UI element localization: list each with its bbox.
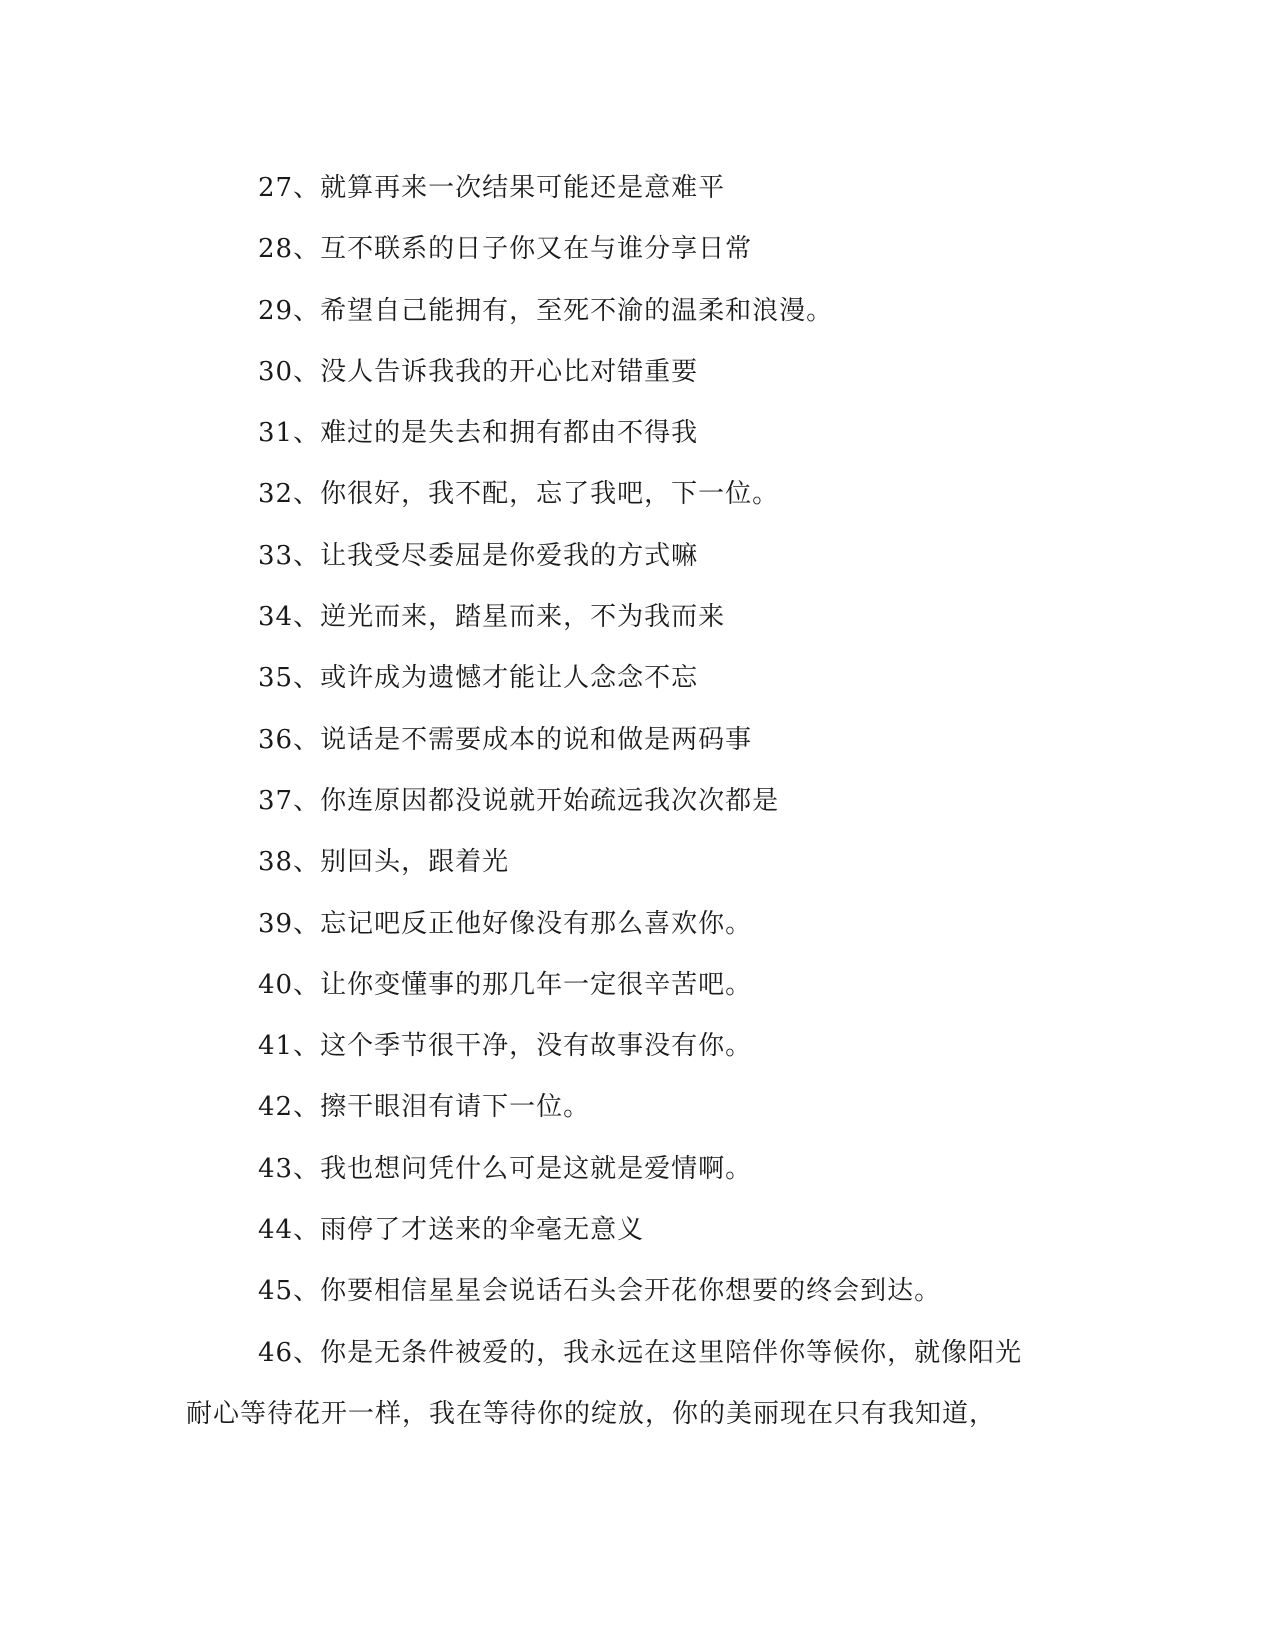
list-item: 44、雨停了才送来的伞毫无意义 <box>258 1215 645 1246</box>
list-item: 41、这个季节很干净，没有故事没有你。 <box>258 1031 753 1062</box>
list-item: 43、我也想问凭什么可是这就是爱情啊。 <box>258 1153 753 1184</box>
paragraph-continuation: 耐心等待花开一样，我在等待你的绽放，你的美丽现在只有我知道， <box>186 1398 997 1429</box>
list-item: 36、说话是不需要成本的说和做是两码事 <box>258 724 753 755</box>
list-item: 33、让我受尽委屈是你爱我的方式嘛 <box>258 540 699 571</box>
list-item: 30、没人告诉我我的开心比对错重要 <box>258 356 699 387</box>
list-item: 28、互不联系的日子你又在与谁分享日常 <box>258 234 753 265</box>
list-item: 46、你是无条件被爱的，我永远在这里陪伴你等候你，就像阳光 <box>258 1337 1023 1368</box>
list-item: 27、就算再来一次结果可能还是意难平 <box>258 173 726 203</box>
list-item: 31、难过的是失去和拥有都由不得我 <box>258 418 699 449</box>
list-item: 32、你很好，我不配，忘了我吧，下一位。 <box>258 479 780 510</box>
list-item: 37、你连原因都没说就开始疏远我次次都是 <box>258 785 780 816</box>
document-body <box>186 158 1066 1445</box>
list-item: 39、忘记吧反正他好像没有那么喜欢你。 <box>258 908 753 939</box>
list-item: 29、希望自己能拥有，至死不渝的温柔和浪漫。 <box>258 295 834 326</box>
list-item: 38、别回头，跟着光 <box>258 847 510 878</box>
list-item: 35、或许成为遗憾才能让人念念不忘 <box>258 663 699 694</box>
list-item: 42、擦干眼泪有请下一位。 <box>258 1092 591 1123</box>
list-item: 34、逆光而来，踏星而来，不为我而来 <box>258 602 726 633</box>
list-item: 40、让你变懂事的那几年一定很辛苦吧。 <box>258 969 753 1000</box>
list-item: 45、你要相信星星会说话石头会开花你想要的终会到达。 <box>258 1276 942 1307</box>
